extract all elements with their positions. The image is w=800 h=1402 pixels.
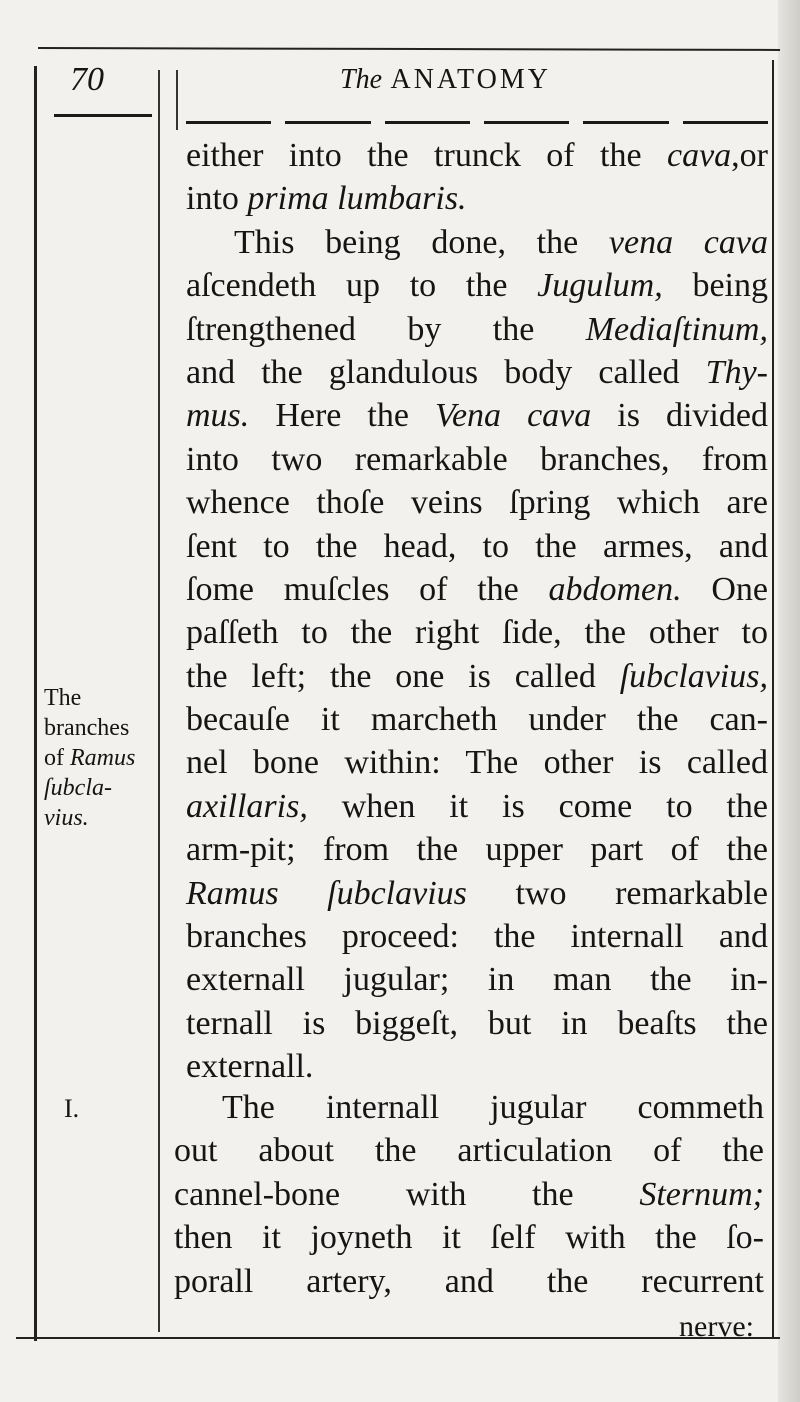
italic-term: Thy- [705,353,768,391]
text-line [186,351,768,394]
text-run: arm-pit; from the upper part of the [186,831,768,869]
main-text-lower [174,1086,764,1303]
text-run: either into the trunck of the [186,137,667,174]
text-line [186,741,768,784]
frame-bottom-rule [16,1337,780,1339]
text-line [186,655,768,698]
text-run: being [662,267,768,305]
text-line [186,177,768,220]
header-dash-rule [186,114,768,130]
text-run: and the glandulous body called [186,353,706,391]
text-run: branches proceed: the internall and [186,918,768,956]
frame-top-rule [38,47,780,51]
italic-term: Jugulum, [537,267,663,305]
text-line [186,134,768,177]
text-run: the left; the one is called [186,657,620,695]
text-run: ,or [731,137,768,174]
italic-term: ſubclavius, [619,657,768,695]
text-run: aſcendeth up to the [186,267,538,305]
text-line [186,264,768,307]
page-number: 70 [70,61,104,98]
text-run: of [44,745,70,771]
text-run: paſſeth to the right ſide, the other to [186,614,768,652]
italic-term: prima lumbaris. [247,180,467,218]
text-run: externall. [186,1048,314,1086]
text-line [174,1173,764,1216]
text-line [186,698,768,741]
text-run: ſtrengthened by the [186,310,586,348]
text-run: ſent to the head, to the armes, and [186,527,768,565]
text-run: is divided [591,397,768,435]
text-line [186,438,768,481]
margin-header-rule [54,114,152,117]
text-run: two remarkable [466,874,768,912]
text-line [174,1260,764,1303]
italic-term: Sternum; [639,1175,764,1213]
italic-term: abdomen. [548,570,682,608]
text-line [174,1129,764,1172]
frame-right-rule [772,60,774,1339]
italic-term: Vena cava [434,397,592,435]
margin-section-number: I. [64,1094,80,1123]
text-run: into [186,180,248,218]
running-head [340,62,551,98]
text-line [186,568,768,611]
margin-column-rule [158,70,160,1332]
text-line [186,785,768,828]
text-line [186,308,768,351]
text-line [186,221,768,264]
italic-term: Ramus ſubclavius [186,874,467,912]
text-run: cannel-bone with the [174,1175,640,1213]
italic-term: mus. [186,397,250,435]
catchword: nerve: [679,1310,754,1343]
text-line [186,828,768,871]
text-run: nel bone within: The other is called [186,744,768,782]
margin-note-line: ſubcla- [44,775,112,801]
text-line [186,872,768,915]
running-head-anatomy: ANATOMY [390,64,551,95]
frame-left-rule [34,66,37,1341]
text-run: externall jugular; in man the in- [186,961,768,999]
running-head-the: The [340,64,382,95]
text-run: whence thoſe veins ſpring which are [186,484,768,522]
paragraph-3 [174,1086,764,1303]
text-run: One [681,570,768,608]
margin-note-branches [44,683,154,833]
text-line [186,1002,768,1045]
text-line [186,915,768,958]
text-run: ternall is biggeſt, but in beaſts the [186,1004,768,1042]
italic-term: Mediaſtinum, [585,310,768,348]
italic-term: vena cava [608,223,768,261]
text-line [186,525,768,568]
page-edge [778,0,800,1402]
margin-note-line: branches [44,715,130,741]
margin-note-line: vius. [44,805,89,831]
text-line [186,481,768,524]
text-run: The internall jugular commeth [222,1089,764,1126]
text-run: Here the [249,397,435,435]
paragraph-2 [186,221,768,1089]
margin-note-line [44,743,154,773]
text-run: when it is come to the [307,787,768,825]
text-run: out about the articulation of the [174,1132,764,1170]
text-run: into two remarkable branches, from [186,440,768,478]
text-line [186,611,768,654]
header-divider-rule [176,70,178,130]
text-run: ſome muſcles of the [186,570,549,608]
italic-term: cava [666,137,732,174]
text-run: This being done, the [234,223,609,261]
main-text-upper [186,134,768,1089]
text-run: then it joyneth it ſelf with the ſo- [174,1219,764,1257]
italic-term: Ramus [70,745,136,771]
margin-note-line: The [44,685,82,711]
text-line [186,1045,768,1088]
italic-term: axillaris, [186,787,308,825]
text-line [186,958,768,1001]
text-line [174,1216,764,1259]
text-line [174,1086,764,1129]
text-line [186,394,768,437]
text-run: becauſe it marcheth under the can- [186,701,768,739]
paragraph-1 [186,134,768,221]
text-run: porall artery, and the recurrent [174,1262,764,1300]
